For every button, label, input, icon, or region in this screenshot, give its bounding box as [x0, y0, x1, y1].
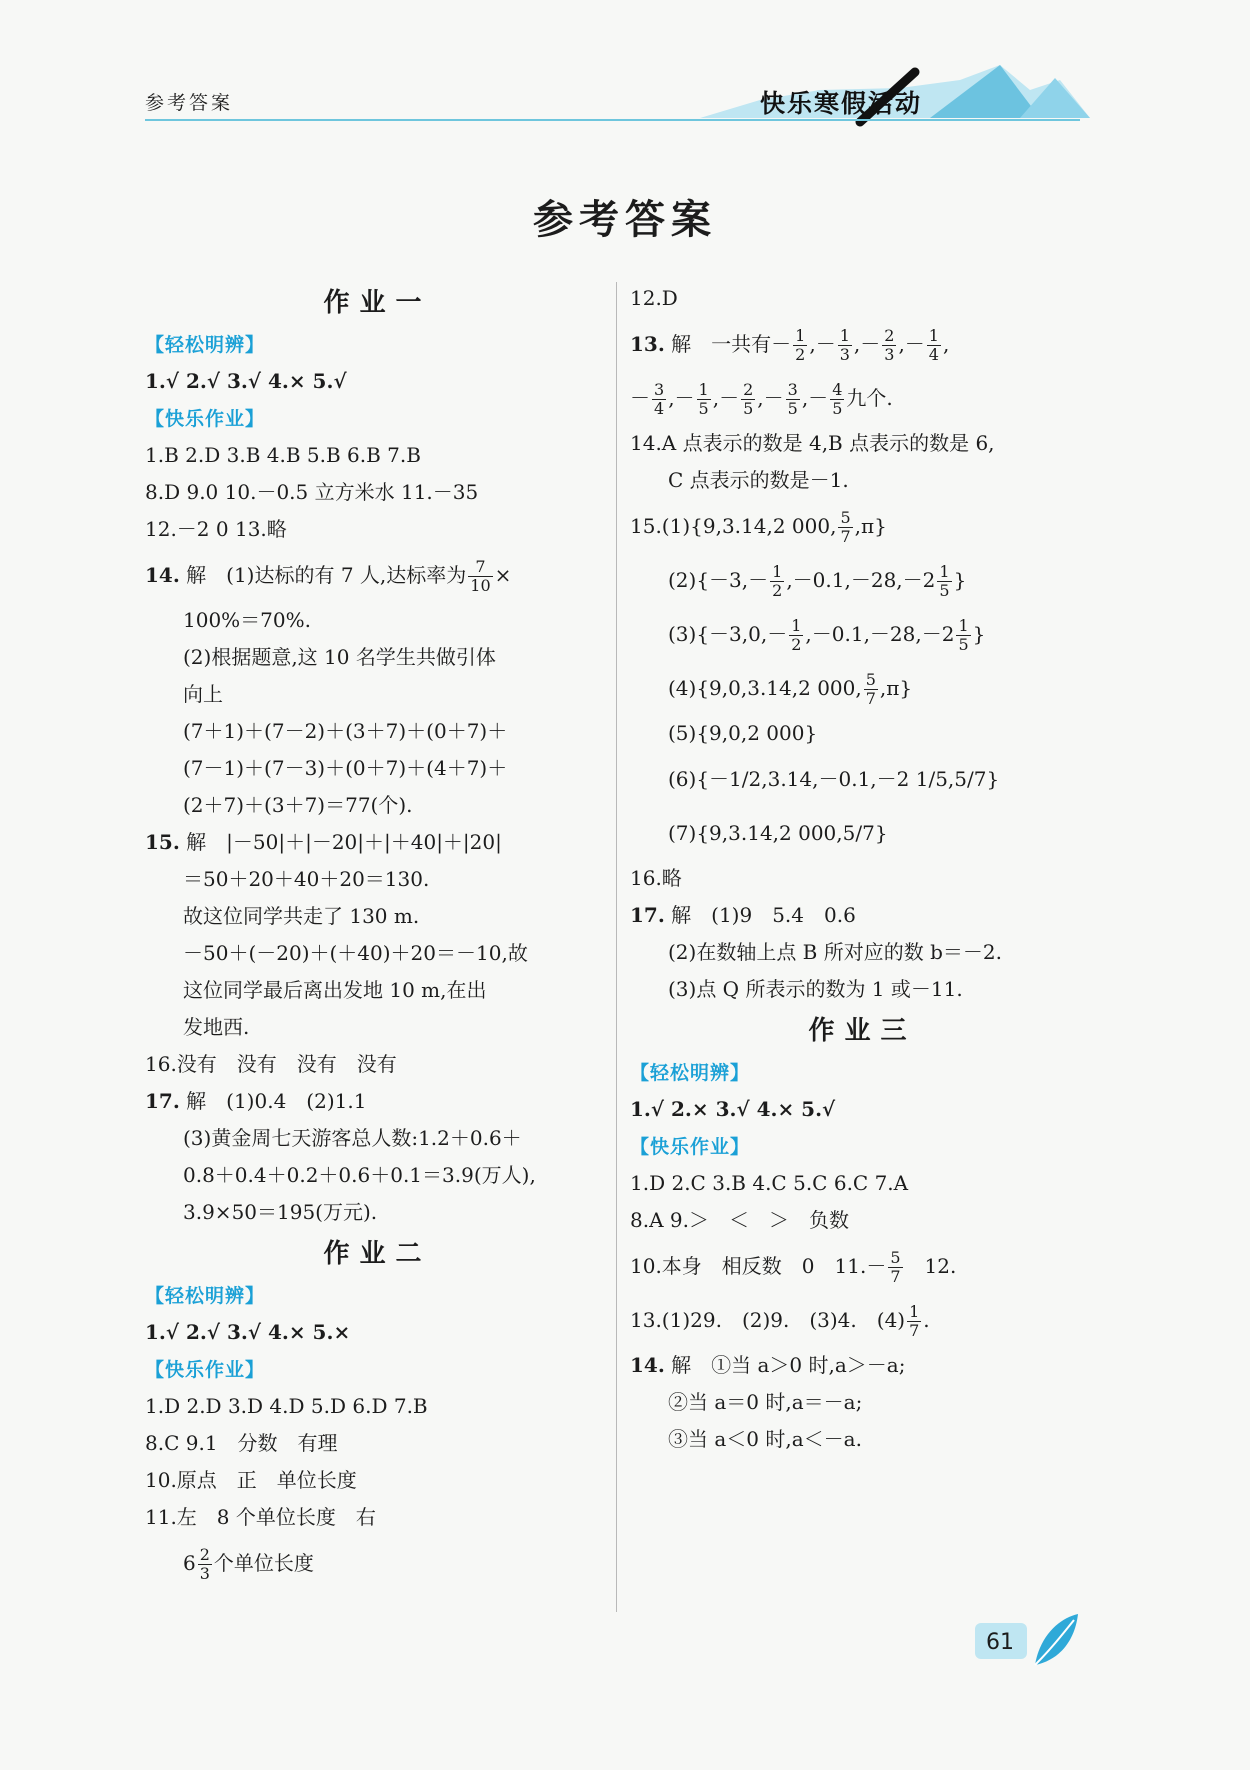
q-number: 17.	[630, 903, 665, 927]
q-number: 14.	[630, 1353, 665, 1377]
answer-text: 13.(1)29. (2)9. (3)4. (4)	[630, 1308, 906, 1332]
tag-happy: 【快乐作业】	[630, 1136, 751, 1158]
answer-text: 解 |－50|＋|－20|＋|＋40|＋|20|	[186, 830, 502, 854]
page-number: 61	[986, 1630, 1014, 1655]
section-title-hw1: 作业一	[323, 288, 432, 318]
answer-text: 九个.	[846, 386, 893, 410]
tag-easy: 【轻松明辨】	[145, 1285, 266, 1307]
q-number: 13.	[630, 332, 665, 356]
answer-text: ③当 a＜0 时,a＜－a.	[668, 1427, 862, 1451]
answer-text: (2)在数轴上点 B 所对应的数 b＝－2.	[668, 940, 1002, 964]
banner-title: 快乐寒假活动	[760, 89, 923, 118]
fraction: $\frac{5}{7}$	[865, 670, 876, 708]
tag-happy: 【快乐作业】	[145, 1359, 266, 1381]
answer-text: (7－1)＋(7－3)＋(0＋7)＋(4＋7)＋	[183, 756, 508, 780]
answer-text: 15.(1){9,3.14,2 000,	[630, 514, 837, 538]
answer-row: (5){9,0,2 000}	[668, 721, 818, 745]
fraction: $\frac{1}{5}$	[958, 616, 969, 654]
page-title: 参考答案	[533, 196, 717, 243]
answer-row: 8.A 9.＞ ＜ ＞ 负数	[630, 1208, 849, 1232]
answer-text: －50＋(－20)＋(＋40)＋20＝－10,故	[183, 941, 528, 965]
answer-row: 16.没有 没有 没有 没有	[145, 1052, 397, 1076]
answer-text: 解 一共有	[671, 332, 772, 356]
answer-row: 8.C 9.1 分数 有理	[145, 1431, 338, 1455]
answer-row	[630, 1239, 1095, 1293]
answer-text: 解 (1)9 5.4 0.6	[671, 903, 856, 927]
answer-row: 12.－2 0 13.略	[145, 517, 287, 541]
answer-text: (2)根据题意,这 10 名学生共做引体	[183, 645, 496, 669]
answer-row: － $\frac{3}{4}$ ,－ $\frac{1}{5}$ ,－ $\frac{2}{5}$ ,－ $\frac{3}{5}$ ,－ $\frac{4}{5}$ 九个.	[630, 380, 893, 418]
fraction: $\frac{2}{3}$	[199, 1545, 210, 1583]
fraction: $\frac{2}{5}$	[743, 380, 754, 418]
answer-text: 向上	[183, 682, 223, 706]
header-rule	[145, 119, 1080, 121]
answer-row: 1.√ 2.√ 3.√ 4.× 5.√	[145, 369, 347, 393]
fraction: $\frac{1}{5}$	[698, 380, 709, 418]
fraction: $\frac{3}{4}$	[654, 380, 665, 418]
answer-text: (2＋7)＋(3＋7)＝77(个).	[183, 793, 413, 817]
answer-text: C 点表示的数是－1.	[668, 468, 849, 492]
answer-text: 发地西.	[183, 1015, 250, 1039]
column-divider	[616, 282, 617, 1612]
answer-row: 11.左 8 个单位长度 右	[145, 1505, 376, 1529]
answer-row	[630, 661, 1095, 715]
answer-text: ②当 a＝0 时,a＝－a;	[668, 1390, 863, 1414]
answer-row: 1.√ 2.× 3.√ 4.× 5.√	[630, 1097, 836, 1121]
answer-text: ,π}	[879, 676, 913, 700]
fraction: $\frac{5}{7}$	[840, 508, 851, 546]
answer-row	[145, 1536, 610, 1590]
fraction: $\frac{5}{7}$	[890, 1248, 901, 1286]
answer-row	[145, 1083, 610, 1120]
answer-text: (3)点 Q 所表示的数为 1 或－11.	[668, 977, 963, 1001]
answer-text: 6	[183, 1551, 196, 1575]
answer-row	[630, 1347, 1095, 1384]
answer-row	[630, 607, 1095, 661]
header-label: 参考答案	[145, 92, 234, 114]
answer-text: (7＋1)＋(7－2)＋(3＋7)＋(0＋7)＋	[183, 719, 508, 743]
answer-text: }	[953, 568, 967, 592]
answer-text: (3)黄金周七天游客总人数:1.2＋0.6＋	[183, 1126, 522, 1150]
answer-text: (3){－3,0,－	[668, 622, 788, 646]
fraction: $\frac{1}{7}$	[909, 1302, 920, 1340]
fraction: $\frac{1}{3}$	[839, 326, 850, 364]
answer-text: 0.8＋0.4＋0.2＋0.6＋0.1＝3.9(万人),	[183, 1163, 536, 1187]
answer-row	[630, 1293, 1095, 1347]
q-number: 15.	[145, 830, 180, 854]
fraction: $\frac{4}{5}$	[832, 380, 843, 418]
answer-row: 1.√ 2.√ 3.√ 4.× 5.×	[145, 1320, 351, 1344]
answer-row: 13. 解 一共有－ $\frac{1}{2}$ ,－ $\frac{1}{3}$ ,－ $\frac{2}{3}$ ,－ $\frac{1}{4}$ ,	[630, 326, 950, 364]
answer-row: 1.B 2.D 3.B 4.B 5.B 6.B 7.B	[145, 443, 421, 467]
answer-row: (6){－1/2,3.14,－0.1,－2 1/5,5/7}	[668, 767, 1000, 791]
answer-row: 12.D	[630, 286, 678, 310]
answer-text: (2){－3,－	[668, 568, 769, 592]
answer-text: 个单位长度	[213, 1551, 314, 1575]
answer-row	[630, 499, 1095, 553]
fraction: $\frac{2}{3}$	[884, 326, 895, 364]
answer-row: 14.A 点表示的数是 4,B 点表示的数是 6,	[630, 431, 995, 455]
answer-row: 10.原点 正 单位长度	[145, 1468, 357, 1492]
answer-text: 解 (1)0.4 (2)1.1	[186, 1089, 367, 1113]
answer-text: ,－0.1,－28,－2	[805, 622, 955, 646]
tag-happy: 【快乐作业】	[145, 408, 266, 430]
fraction: $\frac{1}{2}$	[772, 562, 783, 600]
answer-row: 8.D 9.0 10.－0.5 立方米水 11.－35	[145, 480, 479, 504]
leaf-decoration-icon	[1030, 1610, 1080, 1670]
answer-row: 1.D 2.D 3.D 4.D 5.D 6.D 7.B	[145, 1394, 428, 1418]
answer-row	[630, 553, 1095, 607]
answer-text: 这位同学最后离出发地 10 m,在出	[183, 978, 487, 1002]
answer-row: (7){9,3.14,2 000,5/7}	[668, 821, 888, 845]
answer-text: .	[923, 1308, 930, 1332]
fraction: $\frac{7}{10}$	[470, 557, 491, 595]
fraction: $\frac{1}{5}$	[939, 562, 950, 600]
answer-text: ＝50＋20＋40＋20＝130.	[183, 867, 430, 891]
right-column	[630, 280, 1095, 1458]
answer-row: 16.略	[630, 866, 682, 890]
answer-text: (4){9,0,3.14,2 000,	[668, 676, 862, 700]
answer-row	[145, 548, 610, 602]
q-number: 14.	[145, 563, 180, 587]
answer-text: 故这位同学共走了 130 m.	[183, 904, 420, 928]
answer-text: 3.9×50＝195(万元).	[183, 1200, 378, 1224]
fraction: $\frac{3}{5}$	[787, 380, 798, 418]
fraction: $\frac{1}{2}$	[791, 616, 802, 654]
section-title-hw2: 作业二	[323, 1239, 432, 1269]
tag-easy: 【轻松明辨】	[630, 1062, 751, 1084]
answer-row	[145, 824, 610, 861]
answer-text: 100%＝70%.	[183, 608, 311, 632]
answer-text: 解 (1)达标的有 7 人,达标率为	[186, 563, 467, 587]
answer-row: 1.D 2.C 3.B 4.C 5.C 6.C 7.A	[630, 1171, 909, 1195]
answer-text: ×	[494, 563, 512, 587]
answer-text: 10.本身 相反数 0 11.－	[630, 1254, 887, 1278]
fraction: $\frac{1}{2}$	[795, 326, 806, 364]
answer-row	[630, 897, 1095, 934]
fraction: $\frac{1}{4}$	[928, 326, 939, 364]
answer-text: ,π}	[854, 514, 887, 538]
section-title-hw3: 作业三	[808, 1016, 917, 1046]
tag-easy: 【轻松明辨】	[145, 334, 266, 356]
q-number: 17.	[145, 1089, 180, 1113]
answer-text: ,－0.1,－28,－2	[786, 568, 936, 592]
answer-text: 解 ①当 a＞0 时,a＞－a;	[671, 1353, 906, 1377]
answer-text: }	[972, 622, 986, 646]
answer-text: 12.	[904, 1254, 957, 1278]
left-column	[145, 280, 610, 1590]
